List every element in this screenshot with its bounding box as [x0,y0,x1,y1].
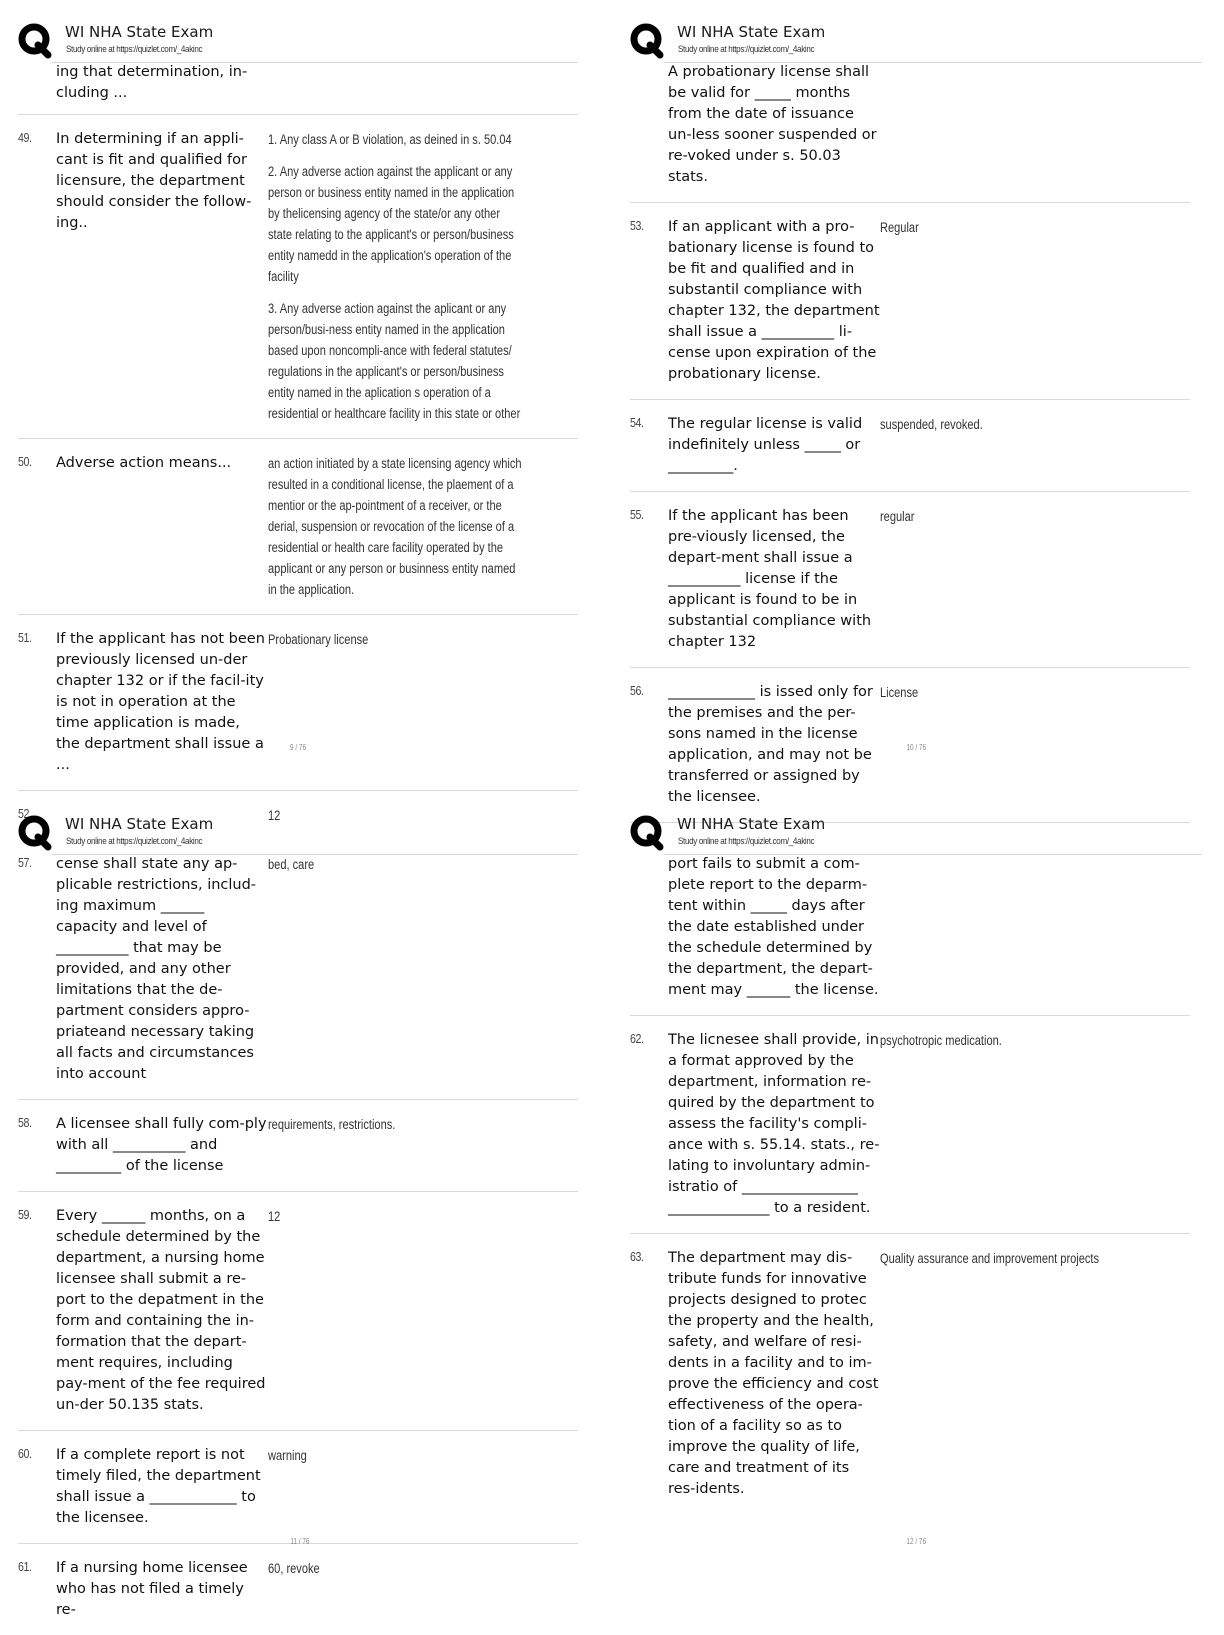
card-number: 63. [630,1250,644,1264]
card [18,115,578,439]
answer-paragraph: Probationary license [268,632,369,647]
page-number: 10 / 76 [906,743,927,752]
header-title: WI NHA State Exam [65,23,214,41]
card-number: 59. [18,1208,32,1222]
card-question: If a complete report is not timely filed, the department shall issue a ____________ to the licensee. [56,1447,261,1526]
card-question: ____________ is issed only for the premises and the per-sons named in the license application, and may not be transferred or assigned by the licensee. [668,684,873,805]
card-question: The department may dis-tribute funds for innovative projects designed to protec the property and the health, safety, and welfare of resi-dents in a facility and to im-prove the efficiency and cost effectiveness of the opera-tion of a facility so as to improve the quality of life, care and treatment of its res-idents. [668,1250,879,1497]
page-header [630,22,1190,62]
header-title: WI NHA State Exam [677,815,826,833]
card-number: 56. [630,684,644,698]
card-number: 52. [18,807,32,821]
card [630,492,1190,668]
card-number: 53. [630,219,644,233]
answer-paragraph: psychotropic medication. [880,1033,1002,1048]
card-answer [880,217,1134,385]
card-answer [268,1445,522,1529]
page-number: 9 / 76 [290,743,307,752]
answer-paragraph: 1. Any class A or B violation, as deined in s. 50.04 [268,132,512,147]
card [18,439,578,615]
card-number: 62. [630,1032,644,1046]
card-continued [630,854,1190,1016]
answer-paragraph: requirements, restrictions. [268,1117,396,1132]
page-1 [0,0,612,823]
card-question: Every ______ months, on a schedule determined by the department, a nursing home licensee shall submit a re-port to the depatment in the form and containing the in-formation that the depart-ment requires, including pay-ment of the fee required un-der 50.135 stats. [56,1208,266,1413]
card [630,203,1190,400]
answer-paragraph: suspended, revoked. [880,417,983,432]
card-answer [268,629,522,776]
page-number: 12 / 76 [906,1537,927,1546]
page-4 [612,792,1224,1584]
card-answer [880,414,1134,477]
card-question: Adverse action means... [56,455,232,471]
card-continued [630,62,1190,203]
card-answer [880,506,1134,653]
card-question: A licensee shall fully com-ply with all __________ and _________ of the license [56,1116,267,1174]
card-question: If the applicant has not been previously licensed un-der chapter 132 or if the facil-ity is not in operation at the time application is made, the department shall issue a ... [56,631,265,773]
card-list [630,62,1190,823]
card-answer [268,129,522,424]
answer-paragraph: bed, care [268,857,315,872]
quizlet-logo-icon [18,815,52,849]
header-subtitle: Study online at https://quizlet.com/_4akinc [678,836,815,847]
card [18,1100,578,1192]
card-question: If an applicant with a pro-bationary license is found to be fit and qualified and in substantil compliance with chapter 132, the department shall issue a __________ li-cense upon expiration of the probationary license. [668,219,880,382]
card-answer [268,1114,522,1177]
card-question: If a nursing home licensee who has not filed a timely re- [56,1560,248,1618]
card-question: cense shall state any ap-plicable restrictions, includ-ing maximum ______ capacity and level of __________ that may be provided, and any other limitations that the de-partment considers appro-priateand necessary taking all facts and circumstances into account [56,856,257,1082]
card-number: 57. [18,856,32,870]
page-2 [612,0,1224,805]
quizlet-logo-icon [630,23,664,57]
card-number: 51. [18,631,32,645]
card-continued [18,62,578,115]
answer-paragraph: 60, revoke [268,1561,320,1576]
answer-paragraph: warning [268,1448,307,1463]
card-answer [268,854,522,1085]
page-3 [0,792,612,1618]
page-header [630,814,1190,854]
card-question: If the applicant has been pre-viously licensed, the depart-ment shall issue a __________ license if the applicant is found to be in substantial compliance with chapter 132 [668,508,872,650]
header-subtitle: Study online at https://quizlet.com/_4akinc [66,44,203,55]
card-answer [268,1558,522,1621]
card-list [630,854,1190,1514]
card [18,615,578,791]
card-number: 55. [630,508,644,522]
card-question: The regular license is valid indefinitely unless _____ or _________. [668,416,863,474]
card [18,1544,578,1635]
card-question: In determining if an appli-cant is fit and qualified for licensure, the department should consider the follow-ing.. [56,131,252,231]
card-answer [268,1206,522,1416]
card-number: 58. [18,1116,32,1130]
answer-paragraph: 12 [268,1209,281,1224]
header-subtitle: Study online at https://quizlet.com/_4akinc [678,44,815,55]
page-header [18,22,578,62]
card-answer [268,453,522,600]
answer-paragraph: 3. Any adverse action against the aplicant or any person/busi-ness entity named in the application based upon noncompli-ance with federal statutes/ regulations in the applicant's or person/business entity named in the aplication s operation of a residential or healthcare facility in this state or other [268,301,521,421]
quizlet-logo-icon [18,23,52,57]
card-answer [880,1030,1134,1219]
header-subtitle: Study online at https://quizlet.com/_4akinc [66,836,203,847]
answer-paragraph: an action initiated by a state licensing agency which resulted in a conditional license, the plaement of a mentior or the ap-pointment of a receiver, or the derial, suspension or revocation of the license of a residential or health care facility operated by the applicant or any person or businness entity named in the application. [268,456,522,597]
card-list [18,854,578,1635]
card-number: 49. [18,131,32,145]
page-header [18,814,578,854]
card-number: 50. [18,455,32,469]
card-question: ing that determination, in-cluding ... [56,64,248,101]
card-answer [880,1248,1134,1500]
card [630,1234,1190,1514]
answer-paragraph: regular [880,509,915,524]
card-question: port fails to submit a com-plete report to the deparm-tent within _____ days after the date established under the schedule determined by the department, the depart-ment may ______ the license. [668,856,879,998]
card-number: 61. [18,1560,32,1574]
quizlet-logo-icon [630,815,664,849]
card [18,1192,578,1431]
card-question: A probationary license shall be valid for _____ months from the date of issuance un-less sooner suspended or re-voked under s. 50.03 stats. [668,64,877,185]
card-number: 54. [630,416,644,430]
answer-paragraph: Regular [880,220,919,235]
answer-paragraph: Quality assurance and improvement projects [880,1251,1100,1266]
card [630,400,1190,492]
answer-paragraph: License [880,685,919,700]
header-title: WI NHA State Exam [65,815,214,833]
card-question: The licnesee shall provide, in a format approved by the department, information re-quired by the department to assess the facility's compli-ance with s. 55.14. stats., re-lating to involuntary admin-istratio of ________________ ______________ to a resident. [668,1032,880,1216]
page-number: 11 / 76 [290,1537,310,1546]
answer-paragraph: 2. Any adverse action against the applicant or any person or business entity named in the application by thelicensing agency of the state/or any other state relating to the applicant's or person/business entity namedd in the application's operation of the facility [268,164,515,284]
card [18,854,578,1100]
answer-paragraph: 12 [268,808,281,823]
card [18,1431,578,1544]
card-number: 60. [18,1447,32,1461]
card-list [18,62,578,840]
card [630,1016,1190,1234]
header-title: WI NHA State Exam [677,23,826,41]
